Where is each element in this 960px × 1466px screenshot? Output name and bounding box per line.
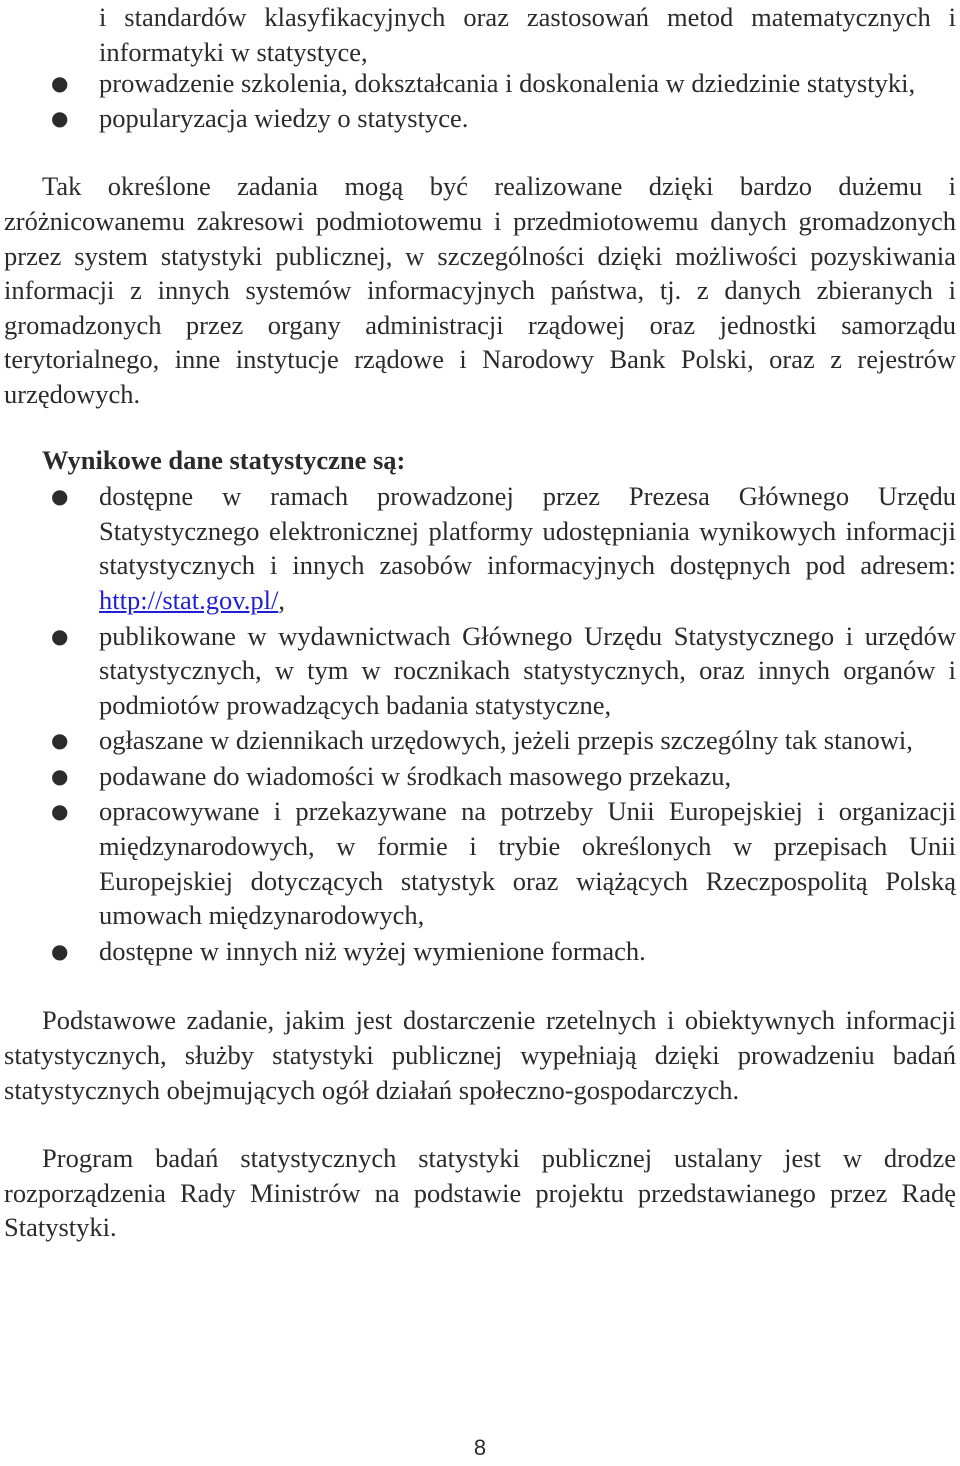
list-item [4, 934, 956, 969]
page-number: 8 [473, 1435, 487, 1460]
list-item [4, 66, 956, 101]
list-item-text: ogłaszane w dziennikach urzędowych, jeżeli przepis szczególny tak stanowi, [99, 725, 913, 756]
list-item-text: popularyzacja wiedzy o statystyce. [99, 102, 469, 133]
list-item-punct: , [278, 584, 285, 615]
list-item-text: dostępne w ramach prowadzonej przez Prezesa Głównego Urzędu Statystycznego elektronicznej platformy udostępniania wynikowych informacji statystycznych i innych zasobów informacyjnych dostępnych pod adresem: [99, 481, 956, 581]
intro-list [4, 66, 956, 135]
list-item-text: podawane do wiadomości w środkach masowego przekazu, [99, 760, 732, 791]
list-item [4, 479, 956, 617]
bullet-icon: ● [51, 938, 69, 963]
intro-continuation: i standardów klasyfikacyjnych oraz zastosowań metod matematycznych i informatyki w statystyce, [99, 2, 956, 67]
results-list [4, 479, 956, 968]
paragraph-basic-task: Podstawowe zadanie, jakim jest dostarczenie rzetelnych i obiektywnych informacji statystycznych, służby statystyki publicznej wypełniają dzięki prowadzeniu badań statystycznych obejmujących ogół działań społeczno-gospodarczych. [4, 1005, 956, 1105]
list-item [4, 794, 956, 932]
list-item [4, 723, 956, 758]
bullet-icon: ● [51, 799, 69, 824]
document-page [4, 0, 956, 1245]
section-heading: Wynikowe dane statystyczne są: [42, 444, 406, 475]
paragraph-data-sources: Tak określone zadania mogą być realizowane dzięki bardzo dużemu i zróżnicowanemu zakresowi podmiotowemu i przedmiotowemu danych gromadzonych przez system statystyki publicznej, w szczególności dzięki możliwości pozyskiwania informacji z innych systemów informacyjnych państwa, tj. z danych zbieranych i gromadzonych przez organy administracji rządowej oraz jednostki samorządu terytorialnego, inne instytucje rządowe i Narodowy Bank Polski, oraz z rejestrów urzędowych. [4, 171, 956, 409]
list-item-text: prowadzenie szkolenia, dokształcania i doskonalenia w dziedzinie statystyki, [99, 68, 916, 99]
list-item [4, 101, 956, 136]
bullet-icon: ● [51, 71, 69, 96]
list-item [4, 759, 956, 794]
list-item-text: opracowywane i przekazywane na potrzeby Unii Europejskiej i organizacji międzynarodowych, w formie i trybie określonych w przepisach Unii Europejskiej dotyczących statystyk oraz wiążących Rzeczpospolitą Polską umowach międzynarodowych, [99, 796, 956, 931]
stat-gov-link[interactable]: http://stat.gov.pl/ [99, 584, 279, 615]
bullet-icon: ● [51, 623, 69, 648]
list-item-text: dostępne w innych niż wyżej wymienione formach. [99, 935, 646, 966]
list-item [4, 619, 956, 723]
bullet-icon: ● [51, 763, 69, 788]
list-item-text: publikowane w wydawnictwach Głównego Urzędu Statystycznego i urzędów statystycznych, w tym w rocznikach statystycznych, oraz innych organów i podmiotów prowadzących badania statystyczne, [99, 620, 956, 720]
bullet-icon: ● [51, 484, 69, 509]
bullet-icon: ● [51, 728, 69, 753]
paragraph-research-program: Program badań statystycznych statystyki publicznej ustalany jest w drodze rozporządzenia Rady Ministrów na podstawie projektu przedstawianego przez Radę Statystyki. [4, 1143, 956, 1243]
bullet-icon: ● [51, 105, 69, 130]
